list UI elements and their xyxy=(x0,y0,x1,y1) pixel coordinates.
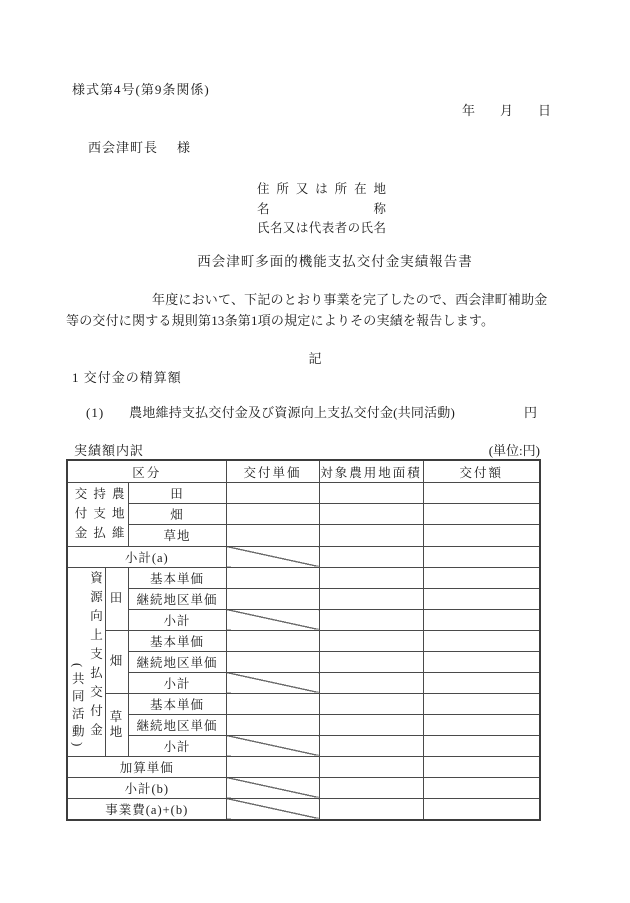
area-cell xyxy=(319,630,423,651)
amount-cell xyxy=(423,693,540,714)
document-title: 西会津町多面的機能支払交付金実績報告書 xyxy=(197,254,473,269)
row-label-cell: 小計 xyxy=(128,672,226,693)
area-cell xyxy=(319,588,423,609)
table-row xyxy=(67,483,540,504)
amount-cell xyxy=(423,609,540,630)
amount-cell xyxy=(423,798,540,820)
subtotal-b-row xyxy=(67,777,540,798)
item-unit-label: 円 xyxy=(523,405,537,420)
unit-price-cell xyxy=(226,756,319,777)
header-category: 区分 xyxy=(67,460,226,483)
diagonal-na-cell xyxy=(226,546,319,567)
header-unit-price: 交付単価 xyxy=(226,460,319,483)
unit-price-cell xyxy=(226,630,319,651)
table-row xyxy=(67,630,540,651)
section-heading: 1 交付金の精算額 xyxy=(72,370,182,385)
month-label: 月 xyxy=(500,103,514,118)
group2-vertical-label xyxy=(68,568,105,756)
addressee-line xyxy=(88,137,191,156)
row-label-cell: 畑 xyxy=(128,504,226,525)
amount-cell xyxy=(423,672,540,693)
item-number: (1) xyxy=(86,405,105,420)
day-label: 日 xyxy=(538,103,552,118)
date-line xyxy=(462,100,551,119)
row-label-cell: 小計 xyxy=(128,609,226,630)
amount-cell xyxy=(423,630,540,651)
group1-label-col1: 交付金 xyxy=(72,487,87,546)
area-cell xyxy=(319,798,423,820)
subtotal-a-label: 小計(a) xyxy=(67,546,226,567)
row-label-cell: 継続地区単価 xyxy=(128,714,226,735)
diagonal-na-cell xyxy=(226,777,319,798)
table-row xyxy=(67,567,540,588)
unit-price-cell xyxy=(226,483,319,504)
unit-price-cell xyxy=(226,588,319,609)
unit-price-cell xyxy=(226,693,319,714)
amount-cell xyxy=(423,714,540,735)
addition-label: 加算単価 xyxy=(67,756,226,777)
amount-cell xyxy=(423,483,540,504)
group1-label-col3: 農地維 xyxy=(110,487,125,546)
row-label-cell: 基本単価 xyxy=(128,567,226,588)
header-area: 対象農用地面積 xyxy=(319,460,423,483)
unit-price-cell xyxy=(226,504,319,525)
row-label-cell: 継続地区単価 xyxy=(128,588,226,609)
area-cell xyxy=(319,756,423,777)
record-marker: 記 xyxy=(308,351,322,366)
amount-cell xyxy=(423,735,540,756)
group2-label-col1: (共同活動) xyxy=(70,663,85,752)
amount-cell xyxy=(423,504,540,525)
group1-label-cell xyxy=(67,483,128,547)
amount-cell xyxy=(423,588,540,609)
land-cell: 草地 xyxy=(105,693,128,756)
area-cell xyxy=(319,483,423,504)
area-cell xyxy=(319,777,423,798)
row-label-cell: 草地 xyxy=(128,525,226,546)
diagonal-na-cell xyxy=(226,609,319,630)
unit-price-cell xyxy=(226,567,319,588)
addition-row xyxy=(67,756,540,777)
table-row xyxy=(67,504,540,525)
table-row xyxy=(67,672,540,693)
amount-cell xyxy=(423,651,540,672)
diagonal-na-cell xyxy=(226,735,319,756)
header-amount: 交付額 xyxy=(423,460,540,483)
table-row xyxy=(67,609,540,630)
area-cell xyxy=(319,609,423,630)
diagonal-na-cell xyxy=(226,798,319,820)
amount-cell xyxy=(423,777,540,798)
subtotal-b-label: 小計(b) xyxy=(67,777,226,798)
amount-cell xyxy=(423,525,540,546)
address-line: 住所又は所在地 xyxy=(257,182,386,196)
area-cell xyxy=(319,546,423,567)
year-label: 年 xyxy=(462,103,476,118)
unit-note: (単位:円) xyxy=(488,443,540,458)
name-line: 名称 xyxy=(257,201,386,216)
table-row xyxy=(67,693,540,714)
total-label: 事業費(a)+(b) xyxy=(67,798,226,820)
address-block xyxy=(257,180,386,239)
group2-label-cell xyxy=(67,567,105,756)
area-cell xyxy=(319,735,423,756)
form-number: 様式第4号(第9条関係) xyxy=(72,82,210,97)
table-row xyxy=(67,735,540,756)
area-cell xyxy=(319,651,423,672)
area-cell xyxy=(319,693,423,714)
honorific: 様 xyxy=(177,140,192,155)
row-label-cell: 基本単価 xyxy=(128,693,226,714)
amount-cell xyxy=(423,756,540,777)
row-label-cell: 小計 xyxy=(128,735,226,756)
area-cell xyxy=(319,525,423,546)
row-label-cell: 田 xyxy=(128,483,226,504)
header-row xyxy=(67,460,540,483)
area-cell xyxy=(319,567,423,588)
total-row xyxy=(67,798,540,820)
unit-price-cell xyxy=(226,651,319,672)
row-label-cell: 継続地区単価 xyxy=(128,651,226,672)
group2-label-col2: 資源向上支払交付金 xyxy=(88,570,103,742)
results-table xyxy=(66,459,541,821)
table-row xyxy=(67,651,540,672)
unit-price-cell xyxy=(226,714,319,735)
group1-label-col2: 持支払 xyxy=(91,487,106,546)
amount-cell xyxy=(423,546,540,567)
table-caption: 実績額内訳 xyxy=(74,443,145,458)
table-row xyxy=(67,525,540,546)
table-row xyxy=(67,714,540,735)
group1-vertical-label xyxy=(68,483,128,547)
table-row xyxy=(67,588,540,609)
area-cell xyxy=(319,714,423,735)
item-label: 農地維持支払交付金及び資源向上支払交付金(共同活動) xyxy=(129,405,456,420)
amount-cell xyxy=(423,567,540,588)
land-cell: 畑 xyxy=(105,630,128,693)
body-paragraph: 年度において、下記のとおり事業を完了したので、西会津町補助金等の交付に関する規則第13条第1項の規定によりその実績を報告します。 xyxy=(66,292,548,328)
item-line xyxy=(66,402,540,421)
representative-line: 氏名又は代表者の氏名 xyxy=(257,221,386,235)
area-cell xyxy=(319,672,423,693)
diagonal-na-cell xyxy=(226,672,319,693)
land-cell: 田 xyxy=(105,567,128,630)
row-label-cell: 基本単価 xyxy=(128,630,226,651)
area-cell xyxy=(319,504,423,525)
table-caption-row xyxy=(66,440,540,459)
unit-price-cell xyxy=(226,525,319,546)
addressee-name: 西会津町長 xyxy=(88,140,159,155)
subtotal-a-row xyxy=(67,546,540,567)
